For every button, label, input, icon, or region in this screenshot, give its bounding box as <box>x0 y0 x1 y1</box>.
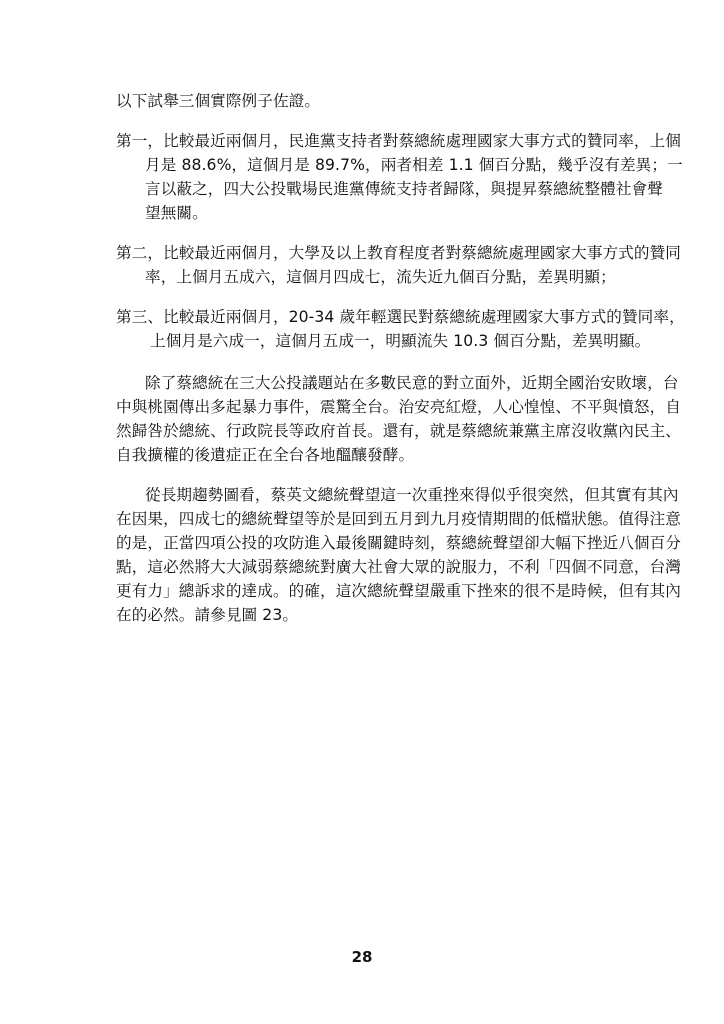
para2-line-6: 在的必然。請參見圖 23。 <box>116 606 299 624</box>
item1-line-1: 第一，比較最近兩個月，民進黨支持者對蔡總統處理國家大事方式的贊同率，上個 <box>116 132 681 150</box>
para2-line-2: 在因果，四成七的總統聲望等於是回到五月到九月疫情期間的低檔狀態。值得注意 <box>116 510 681 528</box>
item1-line-3: 言以蔽之，四大公投戰場民進黨傳統支持者歸隊，與提昇蔡總統整體社會聲 <box>145 180 663 198</box>
intro-line: 以下試舉三個實際例子佐證。 <box>116 92 321 110</box>
item1-line-2: 月是 88.6%，這個月是 89.7%，兩者相差 1.1 個百分點，幾乎沒有差異；一 <box>145 156 683 174</box>
para1-line-2: 中與桃園傳出多起暴力事件，震驚全台。治安亮紅燈，人心惶惶、不平與憤怒，自 <box>116 398 681 416</box>
para2-line-5: 更有力」總訴求的達成。的確，這次總統聲望嚴重下挫來的很不是時候，但有其內 <box>116 582 681 600</box>
item1-line-4: 望無關。 <box>145 204 208 222</box>
page-number: 28 <box>351 948 373 966</box>
item2-line-1: 第二，比較最近兩個月，大學及以上教育程度者對蔡總統處理國家大事方式的贊同 <box>116 244 681 262</box>
para2-line-4: 點，這必然將大大減弱蔡總統對廣大社會大眾的說服力，不利「四個不同意，台灣 <box>116 558 681 576</box>
para1-line-4: 自我擴權的後遺症正在全台各地醞釀發酵。 <box>116 446 415 464</box>
para1-line-1: 除了蔡總統在三大公投議題站在多數民意的對立面外，近期全國治安敗壞，台 <box>145 374 679 392</box>
para2-line-3: 的是，正當四項公投的攻防進入最後關鍵時刻，蔡總統聲望卻大幅下挫近八個百分 <box>116 534 681 552</box>
item3-line-1: 第三、比較最近兩個月，20-34 歲年輕選民對蔡總統處理國家大事方式的贊同率， <box>116 308 685 326</box>
para2-line-1: 從長期趨勢圖看，蔡英文總統聲望這一次重挫來得似乎很突然，但其實有其內 <box>145 486 679 504</box>
item2-line-2: 率，上個月五成六，這個月四成七，流失近九個百分點，差異明顯； <box>145 268 616 286</box>
item3-line-2: 上個月是六成一，這個月五成一，明顯流失 10.3 個百分點，差異明顯。 <box>150 332 651 350</box>
para1-line-3: 然歸咎於總統、行政院長等政府首長。還有，就是蔡總統兼黨主席沒收黨內民主、 <box>116 422 681 440</box>
